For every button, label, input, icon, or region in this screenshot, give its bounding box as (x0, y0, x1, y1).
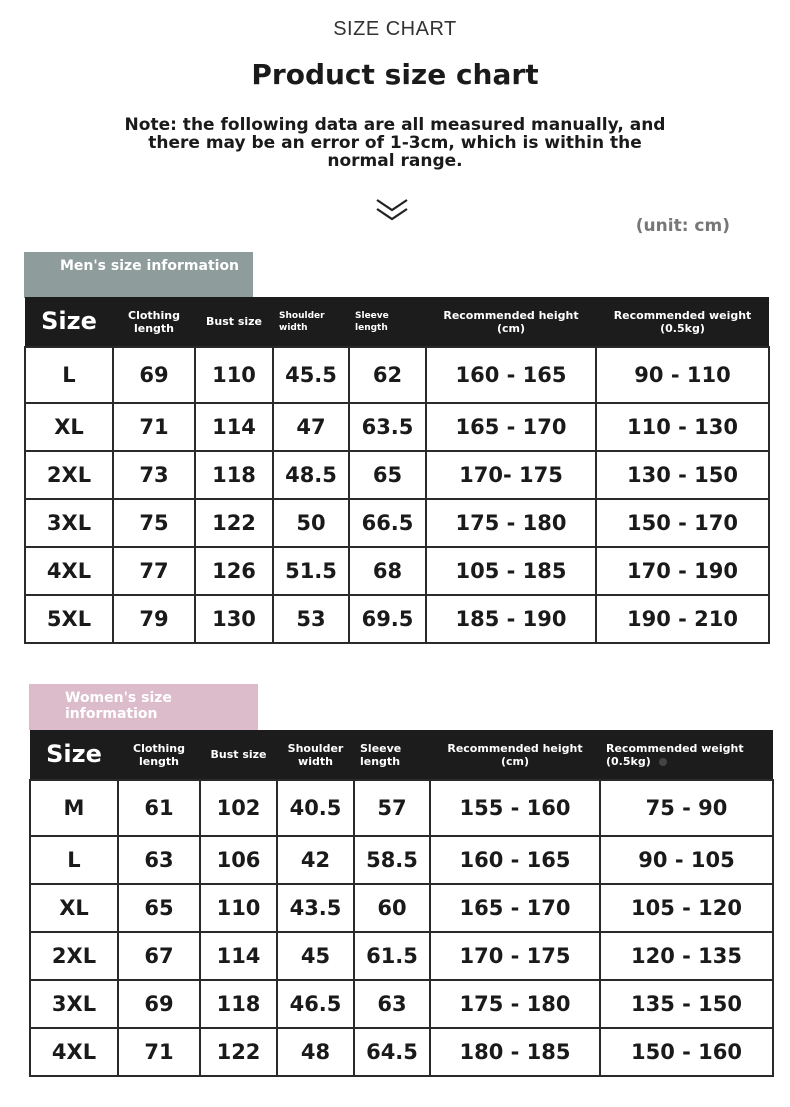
recommended-weight-cell: 105 - 120 (600, 884, 773, 932)
men-header-recommended-height: Recommended height (cm) (426, 297, 596, 347)
size-cell: M (30, 780, 118, 836)
men-header-shoulder-width: Shoulder width (273, 297, 349, 347)
recommended-height-cell: 175 - 180 (430, 980, 600, 1028)
men-header-row (25, 297, 769, 347)
recommended-height-cell: 175 - 180 (426, 499, 596, 547)
sleeve-length-cell: 69.5 (349, 595, 426, 643)
bust-size-cell: 110 (200, 884, 277, 932)
dot-icon (659, 758, 667, 766)
clothing-length-cell: 71 (113, 403, 195, 451)
size-cell: 4XL (25, 547, 113, 595)
double-chevron-down-icon (373, 196, 411, 224)
bust-size-cell: 106 (200, 836, 277, 884)
recommended-height-cell: 165 - 170 (426, 403, 596, 451)
recommended-weight-cell: 75 - 90 (600, 780, 773, 836)
clothing-length-cell: 79 (113, 595, 195, 643)
shoulder-width-cell: 45 (277, 932, 354, 980)
size-cell: XL (30, 884, 118, 932)
recommended-weight-cell: 90 - 110 (596, 347, 769, 403)
recommended-weight-cell: 135 - 150 (600, 980, 773, 1028)
recommended-weight-cell: 120 - 135 (600, 932, 773, 980)
women-header-bust-size: Bust size (200, 730, 277, 780)
men-header-recommended-weight: Recommended weight (0.5kg) (596, 297, 769, 347)
women-header-recommended-weight-label: Recommended weight (0.5kg) (606, 741, 744, 768)
sleeve-length-cell: 68 (349, 547, 426, 595)
sleeve-length-cell: 57 (354, 780, 430, 836)
sleeve-length-cell: 65 (349, 451, 426, 499)
shoulder-width-cell: 42 (277, 836, 354, 884)
recommended-height-cell: 170 - 175 (430, 932, 600, 980)
clothing-length-cell: 67 (118, 932, 200, 980)
sleeve-length-cell: 64.5 (354, 1028, 430, 1076)
sleeve-length-cell: 61.5 (354, 932, 430, 980)
table-row (30, 1028, 773, 1076)
bust-size-cell: 118 (200, 980, 277, 1028)
table-row (25, 595, 769, 643)
size-cell: 2XL (25, 451, 113, 499)
size-cell: XL (25, 403, 113, 451)
clothing-length-cell: 61 (118, 780, 200, 836)
size-cell: 3XL (30, 980, 118, 1028)
measurement-note: Note: the following data are all measured manually, and there may be an error of 1-3cm, which is within the normal range. (124, 115, 666, 171)
shoulder-width-cell: 53 (273, 595, 349, 643)
clothing-length-cell: 71 (118, 1028, 200, 1076)
recommended-weight-cell: 110 - 130 (596, 403, 769, 451)
table-row (30, 836, 773, 884)
men-header-sleeve-length: Sleeve length (349, 297, 426, 347)
men-header-clothing-length: Clothing length (113, 297, 195, 347)
size-cell: L (30, 836, 118, 884)
bust-size-cell: 122 (195, 499, 273, 547)
bust-size-cell: 126 (195, 547, 273, 595)
table-row (25, 347, 769, 403)
table-row (30, 932, 773, 980)
size-cell: 5XL (25, 595, 113, 643)
women-header-shoulder-width: Shoulder width (277, 730, 354, 780)
table-row (25, 499, 769, 547)
recommended-height-cell: 105 - 185 (426, 547, 596, 595)
recommended-weight-cell: 150 - 170 (596, 499, 769, 547)
women-header-size: Size (30, 730, 118, 780)
shoulder-width-cell: 43.5 (277, 884, 354, 932)
recommended-height-cell: 155 - 160 (430, 780, 600, 836)
women-header-row (30, 730, 773, 780)
men-size-table (24, 297, 770, 644)
clothing-length-cell: 63 (118, 836, 200, 884)
sleeve-length-cell: 62 (349, 347, 426, 403)
shoulder-width-cell: 51.5 (273, 547, 349, 595)
bust-size-cell: 114 (195, 403, 273, 451)
table-row (25, 451, 769, 499)
recommended-weight-cell: 90 - 105 (600, 836, 773, 884)
unit-label: (unit: cm) (635, 216, 730, 236)
recommended-height-cell: 170- 175 (426, 451, 596, 499)
sleeve-length-cell: 63.5 (349, 403, 426, 451)
sleeve-length-cell: 66.5 (349, 499, 426, 547)
bust-size-cell: 102 (200, 780, 277, 836)
men-section-label: Men's size information (24, 252, 253, 298)
recommended-weight-cell: 190 - 210 (596, 595, 769, 643)
recommended-height-cell: 160 - 165 (426, 347, 596, 403)
table-row (25, 403, 769, 451)
size-cell: 2XL (30, 932, 118, 980)
women-header-recommended-weight (600, 730, 773, 780)
clothing-length-cell: 69 (113, 347, 195, 403)
recommended-weight-cell: 130 - 150 (596, 451, 769, 499)
size-cell: L (25, 347, 113, 403)
shoulder-width-cell: 50 (273, 499, 349, 547)
bust-size-cell: 118 (195, 451, 273, 499)
bust-size-cell: 122 (200, 1028, 277, 1076)
sleeve-length-cell: 58.5 (354, 836, 430, 884)
women-header-recommended-height: Recommended height (cm) (430, 730, 600, 780)
clothing-length-cell: 73 (113, 451, 195, 499)
recommended-height-cell: 185 - 190 (426, 595, 596, 643)
men-header-bust-size: Bust size (195, 297, 273, 347)
bust-size-cell: 110 (195, 347, 273, 403)
shoulder-width-cell: 48 (277, 1028, 354, 1076)
recommended-height-cell: 180 - 185 (430, 1028, 600, 1076)
size-cell: 3XL (25, 499, 113, 547)
clothing-length-cell: 77 (113, 547, 195, 595)
shoulder-width-cell: 40.5 (277, 780, 354, 836)
sleeve-length-cell: 60 (354, 884, 430, 932)
clothing-length-cell: 69 (118, 980, 200, 1028)
shoulder-width-cell: 45.5 (273, 347, 349, 403)
shoulder-width-cell: 47 (273, 403, 349, 451)
women-header-clothing-length: Clothing length (118, 730, 200, 780)
size-chart-kicker: SIZE CHART (333, 18, 457, 40)
recommended-height-cell: 165 - 170 (430, 884, 600, 932)
table-row (30, 780, 773, 836)
clothing-length-cell: 65 (118, 884, 200, 932)
shoulder-width-cell: 46.5 (277, 980, 354, 1028)
bust-size-cell: 114 (200, 932, 277, 980)
recommended-height-cell: 160 - 165 (430, 836, 600, 884)
clothing-length-cell: 75 (113, 499, 195, 547)
page-title: Product size chart (251, 58, 539, 91)
recommended-weight-cell: 170 - 190 (596, 547, 769, 595)
women-size-table (29, 730, 774, 1077)
women-header-sleeve-length: Sleeve length (354, 730, 430, 780)
size-cell: 4XL (30, 1028, 118, 1076)
bust-size-cell: 130 (195, 595, 273, 643)
recommended-weight-cell: 150 - 160 (600, 1028, 773, 1076)
table-row (25, 547, 769, 595)
sleeve-length-cell: 63 (354, 980, 430, 1028)
women-section-label: Women's size information (29, 684, 258, 730)
shoulder-width-cell: 48.5 (273, 451, 349, 499)
men-header-size: Size (25, 297, 113, 347)
table-row (30, 884, 773, 932)
table-row (30, 980, 773, 1028)
